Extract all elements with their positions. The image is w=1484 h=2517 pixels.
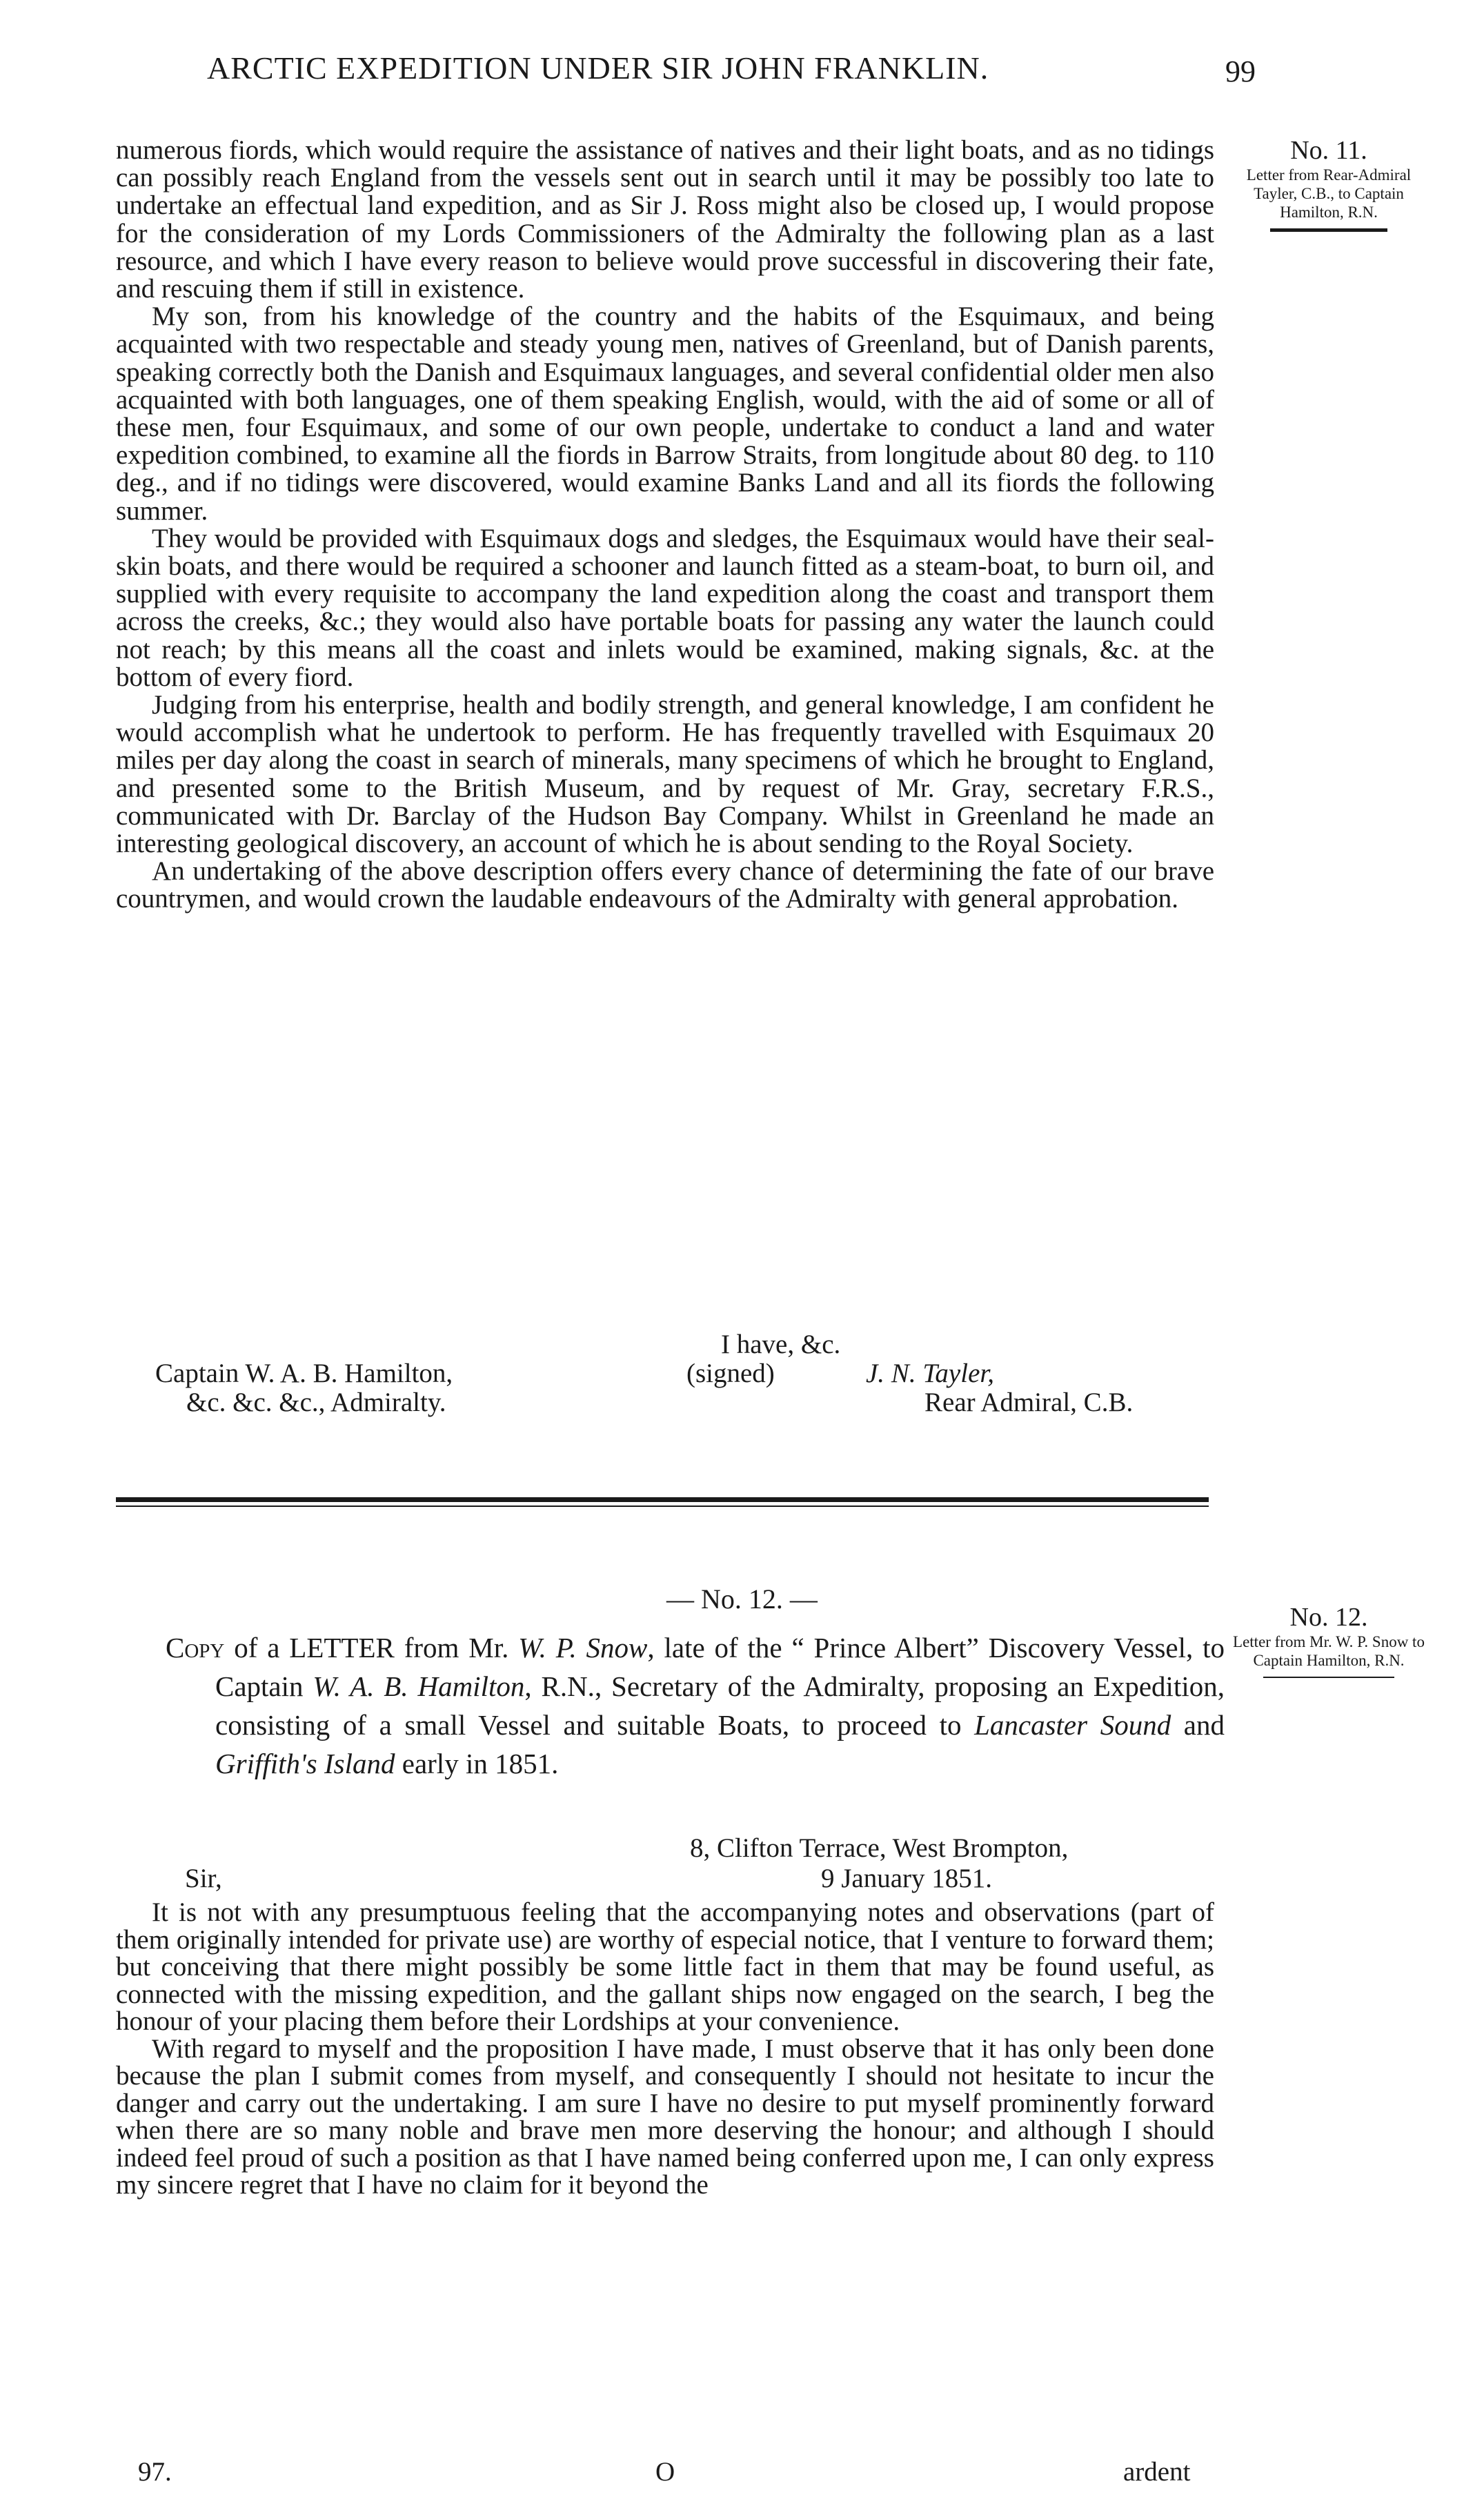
salutation: Sir, <box>185 1864 222 1893</box>
margin-rule <box>1270 228 1387 232</box>
signature-mark: 97. <box>138 2457 172 2487</box>
signed-label: (signed) <box>686 1359 775 1388</box>
paragraph: numerous fiords, which would require the assistance of natives and their light boats, and as no tidings can possibly reach England from the vessels sent out in search until it may be possibly too late to undertake an effectual land expedition, and as Sir J. Ross might also be closed up, I would propose for the consideration of my Lords Commissioners of the Admiralty the following plan as a last resource, and which I have every reason to believe would prove successful in discovering their fate, and rescuing them if still in existence. <box>116 135 1214 304</box>
running-title: ARCTIC EXPEDITION UNDER SIR JOHN FRANKLIN. <box>207 50 989 86</box>
addressee-line-2: &c. &c. &c., Admiralty. <box>186 1388 446 1417</box>
addressee-line-1: Captain W. A. B. Hamilton, <box>155 1359 453 1388</box>
section-divider <box>116 1497 1209 1502</box>
letter-address: 8, Clifton Terrace, West Brompton, <box>690 1833 1069 1863</box>
paragraph: It is not with any presumptuous feeling that the accompanying notes and observations (part of them originally intended for private use) are worthy of especial notice, that I venture to forward them; but conceiving that there might possibly be some little fact in them that may be found useful, as connected with the missing expedition, and the gallant ships now engaged on the search, I beg the honour of your placing them before their Lordships at your convenience. <box>116 1897 1214 2036</box>
heading-text: and <box>1171 1709 1225 1741</box>
margin-rule <box>1263 1677 1394 1678</box>
letter-11-body <box>116 137 1214 914</box>
margin-note-12 <box>1225 1602 1432 1678</box>
heading-text: from Mr. <box>394 1632 519 1664</box>
paragraph: With regard to myself and the proposition I have made, I must observe that it has only been done because the plan I submit comes from myself, and consequently I should not hesitate to incur the danger and carry out the undertaking. I am sure I have no desire to put myself prominently forward when there are so many noble and brave men more deserving the honour; and although I should indeed feel proud of such a position as that I have named being conferred upon me, I can only express my sincere regret that I have no claim for it beyond the <box>116 2033 1214 2200</box>
paragraph: My son, from his knowledge of the country and the habits of the Esquimaux, and being acquainted with two respectable and steady young men, natives of Greenland, but of Danish parents, speaking correctly both the Danish and Esquimaux languages, and several confidential older men also acquainted with both languages, one of them speaking English, would, with the aid of some or all of these men, four Esquimaux, and some of our own people, undertake to conduct a land and water expedition combined, to examine all the fiords in Barrow Straits, from longitude about 80 deg. to 110 deg., and if no tidings were discovered, would examine Banks Land and all its fiords the following summer. <box>116 302 1215 526</box>
page-header <box>207 50 1256 105</box>
letter-heading <box>166 1628 1225 1783</box>
margin-note-text: Letter from Rear-Admiral Tayler, C.B., to Captain Hamilton, R.N. <box>1246 166 1412 221</box>
heading-letter: LETTER <box>289 1632 395 1664</box>
paragraph: An undertaking of the above description offers every chance of determining the fate of our brave countrymen, and would crown the laudable endeavours of the Admiralty with general approbation. <box>116 856 1214 914</box>
margin-note-text: Letter from Mr. W. P. Snow to Captain Hamilton, R.N. <box>1233 1633 1425 1669</box>
paragraph: They would be provided with Esquimaux dogs and sledges, the Esquimaux would have their seal-skin boats, and there would be required a schooner and launch fitted as a steam-boat, to burn oil, and supplied with every requisite to accompany the land expedition along the coast and transport them across the creeks, &c.; they would also have portable boats for passing any water the launch could not reach; by this means all the coast and inlets would be examined, making signals, &c. at the bottom of every fiord. <box>116 523 1214 692</box>
document-number: — No. 12. — <box>666 1583 818 1615</box>
margin-note-number: No. 11. <box>1290 136 1367 165</box>
sheet-letter: O <box>655 2457 675 2487</box>
page-number: 99 <box>1225 55 1256 88</box>
heading-text: , late of the “ Prince Albert” Discovery Vessel, to Captain <box>215 1632 1225 1702</box>
heading-place: Lancaster Sound <box>974 1709 1171 1741</box>
signature-title: Rear Admiral, C.B. <box>924 1388 1134 1417</box>
heading-text: , Secretary of the Admiralty, proposing an Expedition, consisting of a small Vessel and suitable Boats, to proceed to <box>215 1670 1225 1741</box>
section-divider-thin <box>116 1506 1209 1507</box>
catchword: ardent <box>1123 2457 1191 2487</box>
paragraph: Judging from his enterprise, health and bodily strength, and general knowledge, I am confident he would accomplish what he undertook to perform. He has frequently travelled with Esquimaux 20 miles per day along the coast in search of minerals, many specimens of which he brought to England, and presented some to the British Museum, and by request of Mr. Gray, secretary F.R.S., communicated with Dr. Barclay of the Hudson Bay Company. Whilst in Greenland he made an interesting geological discovery, an account of which he is about sending to the Royal Society. <box>116 690 1214 859</box>
heading-copy: Copy <box>166 1632 225 1664</box>
heading-text: of a <box>224 1632 290 1664</box>
heading-person: W. P. Snow <box>518 1632 648 1664</box>
letter-date: 9 January 1851. <box>821 1864 993 1893</box>
heading-rank: , R.N. <box>524 1670 595 1702</box>
closing: I have, &c. <box>721 1330 841 1359</box>
margin-note-number: No. 12. <box>1289 1603 1368 1632</box>
heading-person: W. A. B. Hamilton <box>313 1670 525 1702</box>
heading-place: Griffith's Island <box>215 1748 395 1779</box>
heading-text: early in 1851. <box>395 1748 559 1779</box>
signature-name: J. N. Tayler, <box>866 1359 994 1388</box>
margin-note-11 <box>1225 135 1432 232</box>
letter-12-body <box>116 1899 1214 2199</box>
